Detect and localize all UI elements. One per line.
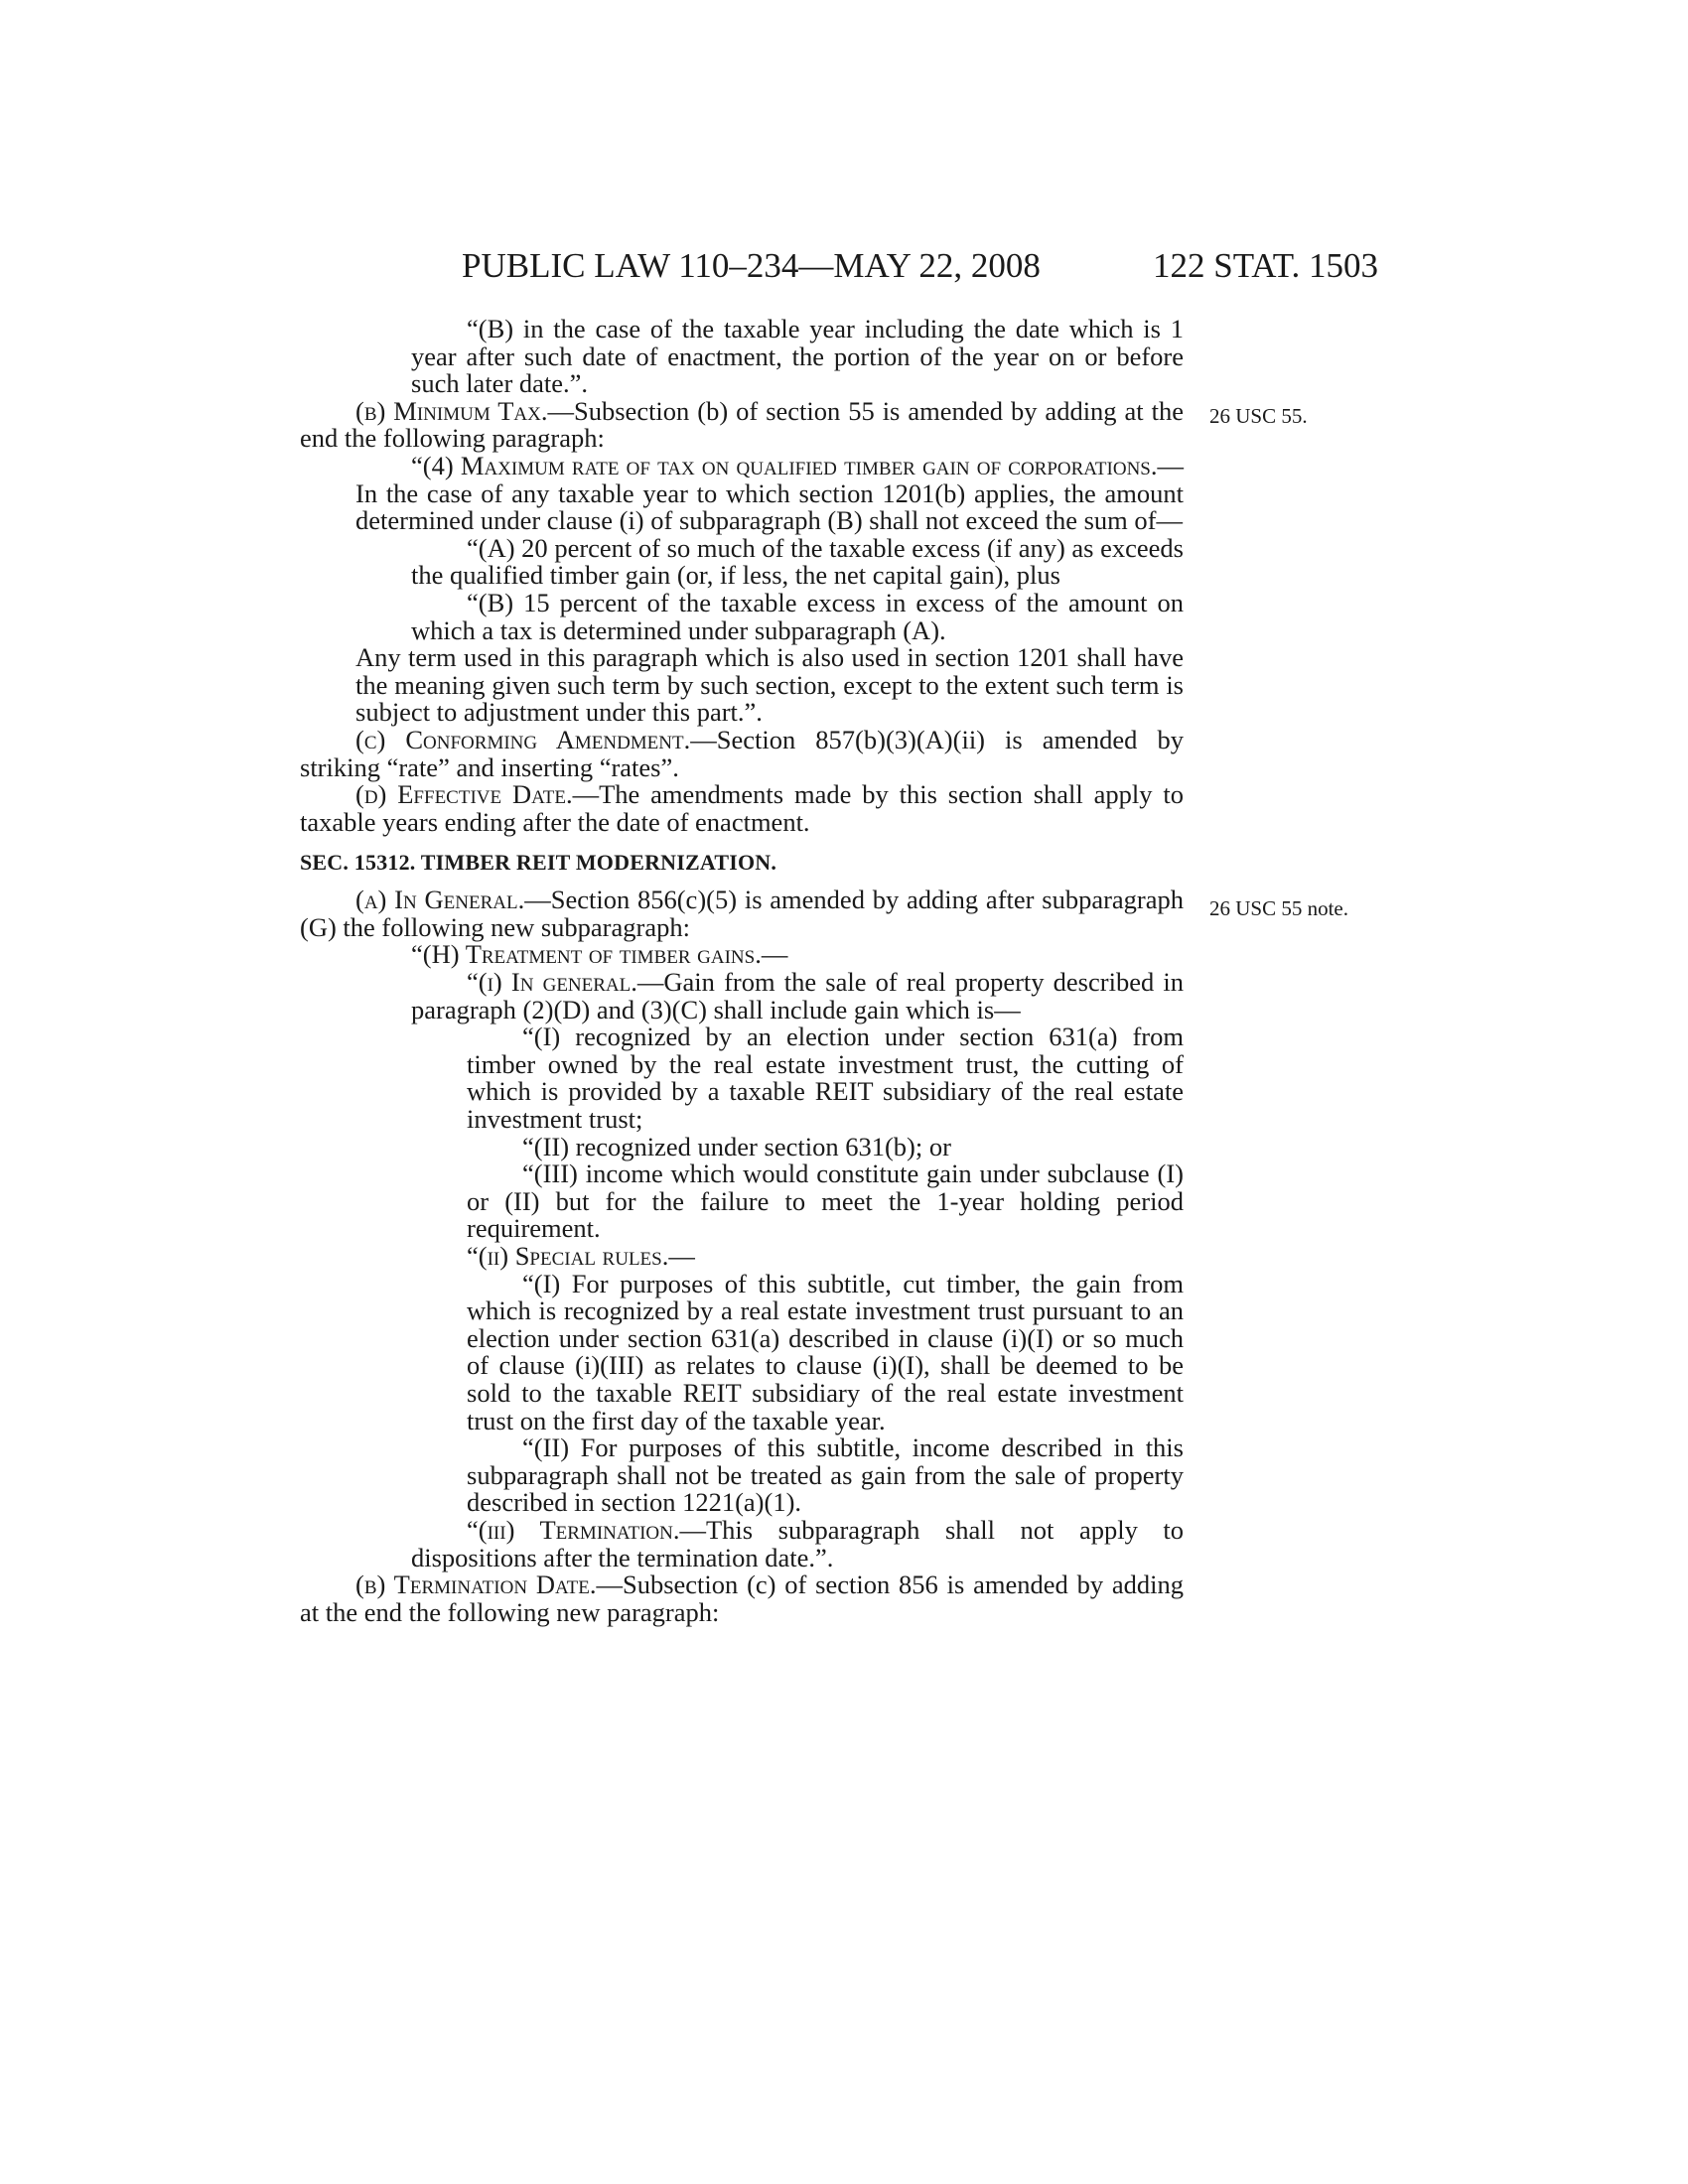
paragraph-text: —Gain from the sale of real property described in paragraph (2)(D) and (3)(C) shall include gain which is— (411, 967, 1184, 1024)
header-stat-page: 122 STAT. 1503 (1153, 246, 1378, 285)
margin-note-usc-55-note: 26 USC 55 note. (1209, 896, 1349, 920)
document-body (300, 316, 1184, 1626)
paragraph-text: —Subsection (c) of section 856 is amended by adding at the end the following new paragraph: (300, 1570, 1185, 1627)
paragraph: “(III) income which would constitute gain under subclause (I) or (II) but for the failure to meet the 1-year holding period requirement. (467, 1159, 1184, 1244)
paragraph (300, 1514, 1184, 1572)
paragraph-heading: “(ii) Special rules. (467, 1241, 669, 1271)
paragraph-text: —The amendments made by this section shall apply to taxable years ending after the date of enactment. (300, 779, 1184, 837)
paragraph-heading: (a) In General. (355, 885, 525, 915)
paragraph: “(B) 15 percent of the taxable excess in excess of the amount on which a tax is determined under subparagraph (A). (411, 587, 1184, 645)
paragraph (300, 724, 1184, 782)
paragraph-text: —In the case of any taxable year to which section 1201(b) applies, the amount determined under clause (i) of subparagraph (B) shall not exceed the sum of— (355, 450, 1184, 536)
section-heading: SEC. 15312. TIMBER REIT MODERNIZATION. (300, 850, 777, 876)
paragraph (300, 781, 1184, 836)
margin-note-usc-55: 26 USC 55. (1209, 404, 1308, 428)
paragraph: “(II) recognized under section 631(b); or (522, 1131, 951, 1161)
paragraph (300, 395, 1184, 454)
paragraph (300, 450, 1184, 536)
paragraph: “(B) in the case of the taxable year including the date which is 1 year after such date of enactment, the portion of the year on or before such later date.”. (411, 314, 1184, 399)
paragraph-heading: (d) Effective Date. (355, 779, 573, 810)
paragraph-text: — (761, 939, 788, 970)
paragraph-text: —Subsection (b) of section 55 is amended by adding at the end the following paragraph: (300, 395, 1184, 454)
paragraph: “(A) 20 percent of so much of the taxable excess (if any) as exceeds the qualified timber gain (or, if less, the net capital gain), plus (411, 532, 1184, 591)
paragraph-text: —Section 856(c)(5) is amended by adding after subparagraph (G) the following new subparagraph: (300, 885, 1185, 942)
paragraph-heading: (b) Minimum Tax. (355, 395, 548, 426)
paragraph: “(II) For purposes of this subtitle, income described in this subparagraph shall not be treated as gain from the sale of property described in section 1221(a)(1). (467, 1433, 1184, 1518)
paragraph-heading: (b) Termination Date. (355, 1570, 597, 1600)
header-title: PUBLIC LAW 110–234—MAY 22, 2008 (462, 246, 1041, 285)
paragraph-heading: “(i) In general. (467, 967, 637, 998)
running-header (298, 246, 1390, 286)
paragraph-heading: “(iii) Termination. (467, 1514, 680, 1545)
paragraph-heading: “(4) Maximum rate of tax on qualified timber gain of corporations. (411, 450, 1158, 480)
paragraph (300, 969, 1184, 1024)
paragraph (300, 941, 1184, 969)
paragraph (300, 1571, 1184, 1626)
paragraph: “(I) For purposes of this subtitle, cut timber, the gain from which is recognized by a real estate investment trust pursuant to an election under section 631(a) described in clause (i)(I) or so much of clause (i)(III) as relates to clause (i)(I), shall be deemed to be sold to the taxable REIT subsidiary of the real estate investment trust on the first day of the taxable year. (467, 1268, 1184, 1435)
paragraph-text: —This subparagraph shall not apply to dispositions after the termination date.”. (411, 1514, 1184, 1572)
paragraph-heading: (c) Conforming Amendment. (355, 724, 691, 754)
paragraph-text: —Section 857(b)(3)(A)(ii) is amended by striking “rate” and inserting “rates”. (300, 724, 1184, 782)
paragraph-text: — (668, 1241, 695, 1271)
paragraph-heading: “(H) Treatment of timber gains. (411, 939, 762, 970)
paragraph (300, 1243, 1184, 1271)
paragraph (300, 887, 1184, 941)
paragraph: Any term used in this paragraph which is also used in section 1201 shall have the meaning given such term by such section, except to the extent such term is subject to adjustment under this part.”. (355, 642, 1184, 728)
paragraph: “(I) recognized by an election under section 631(a) from timber owned by the real estate investment trust, the cutting of which is provided by a taxable REIT subsidiary of the real estate investment trust; (467, 1022, 1184, 1135)
